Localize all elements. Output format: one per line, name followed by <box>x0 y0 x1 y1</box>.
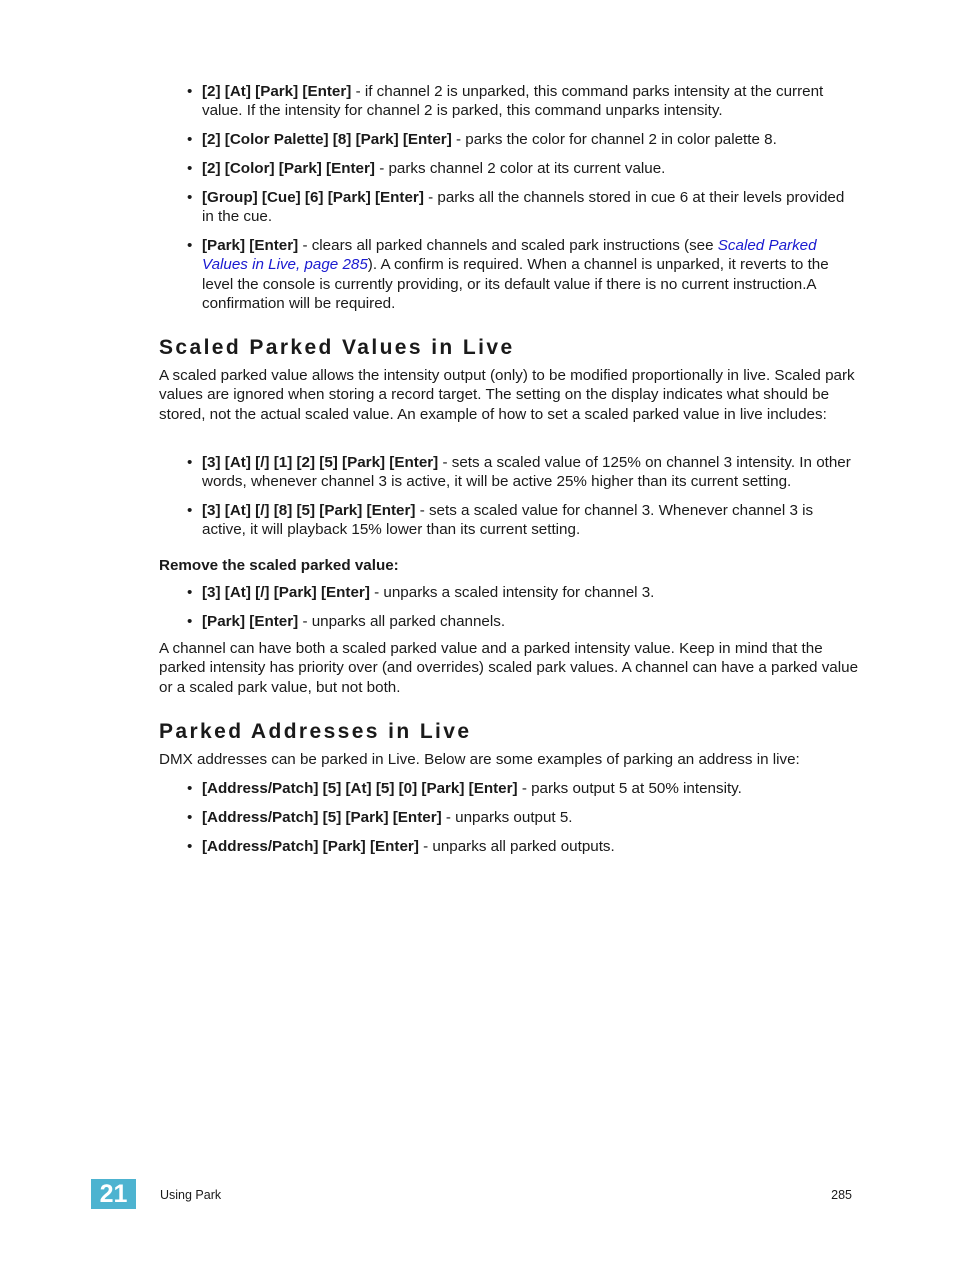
list-item <box>202 612 858 631</box>
section-intro: A scaled parked value allows the intensity output (only) to be modified proportionally in live. Scaled park values are ignored when storing a record target. The setting on the display indicates what should be stored, not the actual scaled value. An example of how to set a scaled parked value in live includes: <box>159 367 855 423</box>
command-keys: [3] [At] [/] [1] [2] [5] [Park] [Enter] <box>202 454 439 471</box>
command-description: - parks all the channels stored in cue 6 at their levels provided in the cue. <box>202 189 845 226</box>
command-keys: [Group] [Cue] [6] [Park] [Enter] <box>202 189 424 206</box>
command-keys: [2] [Color Palette] [8] [Park] [Enter] <box>202 131 452 148</box>
command-description: - parks channel 2 color at its current value. <box>374 160 666 177</box>
command-description: - sets a scaled value for channel 3. Whenever channel 3 is active, it will playback 15% lower than its current setting. <box>202 502 814 539</box>
list-item <box>202 188 858 227</box>
page-number: 285 <box>831 1188 852 1202</box>
list-item <box>202 159 858 178</box>
list-item <box>202 501 858 540</box>
chapter-number-badge: 21 <box>91 1179 136 1209</box>
command-keys: [2] [Color] [Park] [Enter] <box>202 160 375 177</box>
command-keys: [3] [At] [/] [8] [5] [Park] [Enter] <box>202 502 416 519</box>
section-intro: DMX addresses can be parked in Live. Below are some examples of parking an address in live: <box>159 751 800 768</box>
command-description: - parks output 5 at 50% intensity. <box>517 780 742 797</box>
list-item <box>202 808 858 827</box>
command-description: - sets a scaled value of 125% on channel 3 intensity. In other words, whenever channel 3 is active, it will be active 25% higher than its current setting. <box>202 454 851 491</box>
command-keys: [Park] [Enter] <box>202 613 299 630</box>
command-description: - unparks a scaled intensity for channel 3. <box>369 584 655 601</box>
cross-reference-link[interactable]: Scaled Parked Values in Live, page 285 <box>202 237 817 274</box>
command-keys: [Address/Patch] [5] [Park] [Enter] <box>202 809 442 826</box>
list-item <box>202 837 858 856</box>
list-item <box>202 583 858 602</box>
command-description: - if channel 2 is unparked, this command parks intensity at the current value. If the intensity for channel 2 is parked, this command unparks intensity. <box>202 83 824 120</box>
list-item <box>202 779 858 798</box>
remove-subheading: Remove the scaled parked value: <box>159 557 399 574</box>
list-item <box>202 130 858 149</box>
command-description: - clears all parked channels and scaled park instructions (see <box>298 237 718 254</box>
list-item <box>202 453 858 492</box>
command-description: - parks the color for channel 2 in color palette 8. <box>451 131 777 148</box>
list-item <box>202 82 858 121</box>
list-item <box>202 236 858 314</box>
command-keys: [3] [At] [/] [Park] [Enter] <box>202 584 370 601</box>
command-description: - unparks all parked channels. <box>298 613 506 630</box>
command-keys: [2] [At] [Park] [Enter] <box>202 83 352 100</box>
section-heading-parked-addresses: Parked Addresses in Live <box>159 720 472 743</box>
command-keys: [Park] [Enter] <box>202 237 299 254</box>
section-outro: A channel can have both a scaled parked value and a parked intensity value. Keep in mind that the parked intensity has priority over (and overrides) scaled park values. A channel can have a parked value or a scaled park value, but not both. <box>159 640 859 696</box>
command-keys: [Address/Patch] [5] [At] [5] [0] [Park] [Enter] <box>202 780 518 797</box>
command-description: - unparks all parked outputs. <box>418 838 615 855</box>
command-description: - unparks output 5. <box>441 809 573 826</box>
chapter-title: Using Park <box>160 1188 222 1202</box>
command-keys: [Address/Patch] [Park] [Enter] <box>202 838 419 855</box>
command-description-continued: ). A confirm is required. When a channel is unparked, it reverts to the level the console is currently providing, or its default value if there is no current instruction.A confirmation will be required. <box>202 256 829 313</box>
section-heading-scaled-parked: Scaled Parked Values in Live <box>159 336 515 359</box>
